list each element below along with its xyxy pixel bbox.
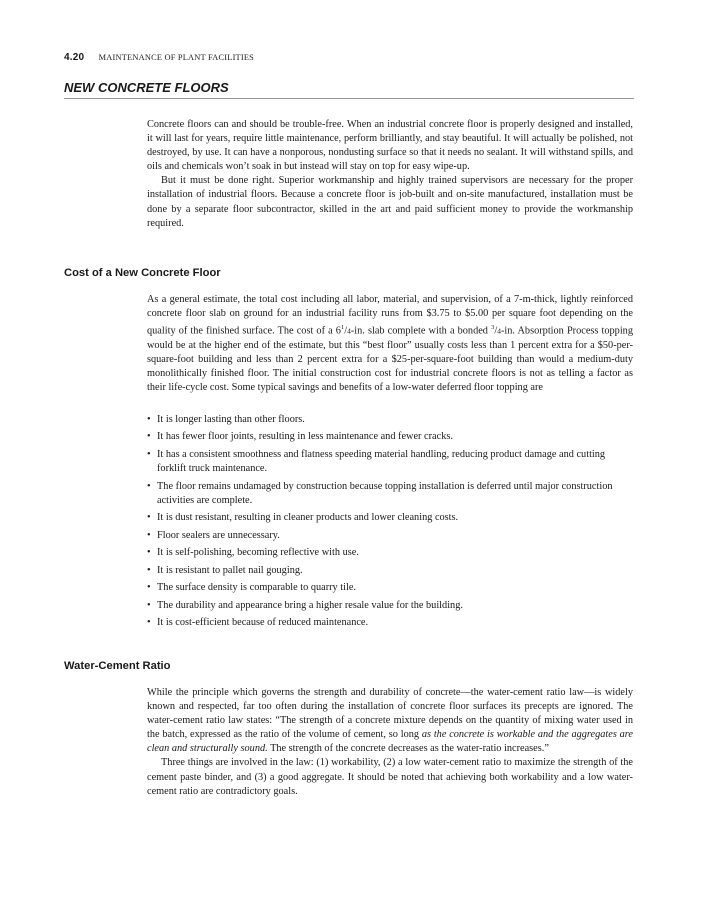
water-cement-paragraph-2: Three things are involved in the law: (1) workability, (2) a low water-cement ratio to maximize the strength of the cement paste binder, and (3) a good aggregate. It should be noted that achieving both workability and a low water-cement ratio are contradictory goals. [147, 757, 633, 797]
running-title: MAINTENANCE OF PLANT FACILITIES [98, 53, 255, 62]
intro-text [147, 118, 633, 231]
cost-text [147, 293, 633, 395]
list-item: • Floor sealers are unnecessary. [147, 529, 633, 543]
list-item: • It has a consistent smoothness and flatness speeding material handling, reducing product damage and cutting forklift truck maintenance. [147, 448, 606, 475]
bullet-icon: • [147, 599, 151, 611]
water-cement-heading: Water-Cement Ratio [64, 660, 171, 672]
bullet-icon: • [147, 431, 151, 443]
fraction-numerator: 3 [491, 324, 495, 332]
fraction-denominator: 4 [497, 326, 501, 336]
list-item: • It is self-polishing, becoming reflective with use. [147, 546, 633, 560]
benefits-list [147, 413, 633, 634]
list-item: • The surface density is comparable to quarry tile. [147, 581, 633, 595]
bullet-icon: • [147, 564, 151, 576]
cost-paragraph: As a general estimate, the total cost including all labor, material, and supervision, of a 7-m-thick, lightly reinforced concrete floor slab on ground for an industrial facility runs from $3.75 to $5.00 per square foot depending on the quality of the finished surface. The cost of a $6^1/4-in$. slab complete with a bonded $^3$/4-in. Absorption Process topping would be at the higher end of the estimate, but this “best floor” usually costs less than 1 percent extra for a $50-per-square-foot building and less than 2 percent extra for a $25-per-square-foot building than would a medium-duty monolithically finished floor. The initial construction cost for industrial concrete floors is not as telling a factor as their life-cycle cost. Some typical savings and benefits of a low-water deferred floor topping are [147, 294, 633, 393]
italic-emphasis: as the concrete is workable and the aggregates are clean and structurally sound. [147, 729, 633, 755]
running-header [64, 52, 254, 63]
bullet-icon: • [147, 582, 151, 594]
intro-paragraph-1: Concrete floors can and should be trouble-free. When an industrial concrete floor is properly designed and installed, it will last for years, require little maintenance, perform brilliantly, and stay beautiful. It will actually be polished, not destroyed, by use. It can have a nonporous, nondusting surface so that it needs no sealant. It will withstand spills, and oils and chemicals won’t soak in but instead will stay on top for easy wipe-up. [147, 119, 633, 173]
page-number: 4.20 [64, 52, 85, 63]
water-cement-text [147, 686, 633, 799]
cost-text-part-2: -in. slab complete with a bonded [350, 325, 492, 337]
list-item: • It has fewer floor joints, resulting in less maintenance and fewer cracks. [147, 430, 633, 444]
bullet-icon: • [147, 512, 151, 524]
list-item: • It is resistant to pallet nail gouging. [147, 564, 633, 578]
fraction-denominator: 4 [347, 326, 351, 336]
list-item: • It is dust resistant, resulting in cleaner products and lower cleaning costs. [147, 511, 633, 525]
cost-text-part-1: As a general estimate, the total cost including all labor, material, and supervision, of a 7-m-thick, lightly reinforced concrete floor slab on ground for an industrial facility runs from $3.75 to $5.00 per square foot depending on the quality of the finished surface. The cost of a 6 [147, 294, 633, 337]
bullet-icon: • [147, 529, 151, 541]
cost-text-part-3: -in. Absorption Process topping would be at the higher end of the estimate, but this “best floor” usually costs less than 1 percent extra for a $50-per-square-foot building and less than 2 percent extra for a $25-per-square-foot building than would a medium-duty monolithically finished floor. The initial construction cost for industrial concrete floors is not as telling a factor as their life-cycle cost. Some typical savings and benefits of a low-water deferred floor topping are [147, 325, 633, 393]
intro-paragraph-2: But it must be done right. Superior workmanship and highly trained supervisors are necessary for the proper installation of industrial floors. Because a concrete floor is job-built and on-site manufactured, installation must be done by a separate floor subcontractor, skilled in the art and paid sufficient money to provide the workmanship required. [147, 175, 633, 229]
list-item: • It is longer lasting than other floors. [147, 413, 633, 427]
list-item: • The floor remains undamaged by construction because topping installation is deferred until major construction activities are complete. [147, 480, 613, 506]
water-cement-paragraph-1: While the principle which governs the strength and durability of concrete—the water-cement ratio law—is widely known and respected, far too often during the installation of concrete floor surfaces its precepts are ignored. The water-cement ratio law states: “The strength of a concrete mixture depends on the quantity of mixing water used in the batch, expressed as the ratio of the volume of cement, so long as the concrete is workable and the aggregates are clean and structurally sound. The strength of the concrete decreases as the water-ratio increases.” [147, 687, 633, 755]
list-item: • The durability and appearance bring a higher resale value for the building. [147, 599, 633, 613]
cost-heading: Cost of a New Concrete Floor [64, 267, 221, 279]
bullet-icon: • [147, 480, 151, 492]
bullet-icon: • [147, 448, 151, 460]
bullet-icon: • [147, 414, 151, 425]
bullet-icon: • [147, 617, 151, 629]
section-title: NEW CONCRETE FLOORS [64, 80, 634, 99]
bullet-icon: • [147, 547, 151, 559]
list-item: • It is cost-efficient because of reduced maintenance. [147, 616, 633, 630]
fraction-numerator: 1 [340, 324, 345, 332]
